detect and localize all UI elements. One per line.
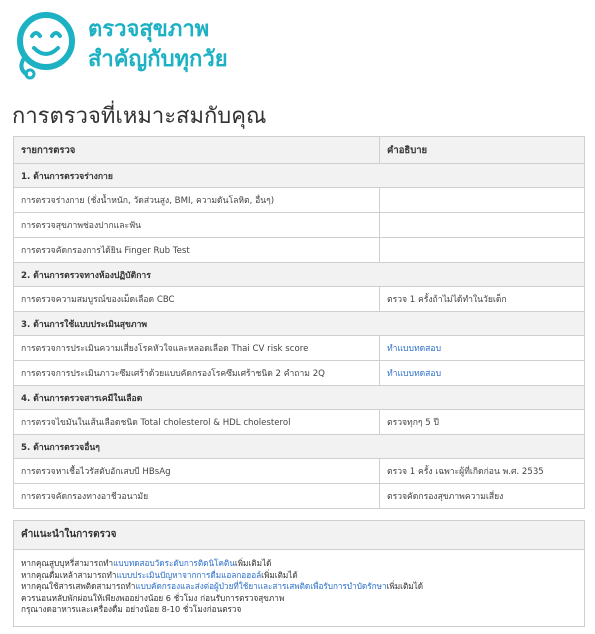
advice-line bbox=[21, 570, 577, 582]
advice-line bbox=[21, 604, 577, 616]
advice-text: ควรนอนหลับพักผ่อนให้เพียงพออย่างน้อย 6 ชั่วโมง ก่อนรับการตรวจสุขภาพ bbox=[21, 592, 285, 603]
exam-item: การตรวจคัดกรองการได้ยิน Finger Rub Test bbox=[14, 238, 380, 263]
advice-title: คำแนะนำในการตรวจ bbox=[14, 521, 584, 550]
advice-text-suffix: เพิ่มเติมได้ bbox=[234, 558, 272, 568]
exam-description: ตรวจคัดกรองสุขภาพความเสี่ยง bbox=[380, 484, 585, 509]
exam-description: ตรวจ 1 ครั้งถ้าไม่ได้ทำในวัยเด็ก bbox=[380, 287, 585, 312]
exam-item: การตรวจร่างกาย (ชั่งน้ำหนัก, วัดส่วนสูง, BMI, ความดันโลหิต, อื่นๆ) bbox=[14, 188, 380, 213]
section-title: 2. ด้านการตรวจทางห้องปฏิบัติการ bbox=[14, 263, 585, 287]
advice-text: หากคุณสูบบุหรี่สามารถทำ bbox=[21, 558, 114, 568]
section-title: 3. ด้านการใช้แบบประเมินสุขภาพ bbox=[14, 312, 585, 336]
advice-link[interactable]: แบบประเมินปัญหาจากการดื่มแอลกอฮอล์ bbox=[116, 569, 262, 580]
exam-description: ตรวจทุกๆ 5 ปี bbox=[380, 410, 585, 435]
section-title: 1. ด้านการตรวจร่างกาย bbox=[14, 164, 585, 188]
section-row bbox=[14, 435, 585, 459]
section-row bbox=[14, 386, 585, 410]
advice-line bbox=[21, 581, 577, 593]
table-row bbox=[14, 238, 585, 263]
exam-description bbox=[380, 361, 585, 386]
exam-item: การตรวจสุขภาพช่องปากและฟัน bbox=[14, 213, 380, 238]
table-row bbox=[14, 484, 585, 509]
exam-description bbox=[380, 213, 585, 238]
exam-item: การตรวจการประเมินภาวะซึมเศร้าด้วยแบบคัดกรองโรคซึมเศร้าชนิด 2 คำถาม 2Q bbox=[14, 361, 380, 386]
section-title: 5. ด้านการตรวจอื่นๆ bbox=[14, 435, 585, 459]
logo-line1: ตรวจสุขภาพ bbox=[88, 17, 210, 42]
exam-description bbox=[380, 188, 585, 213]
exam-table bbox=[13, 136, 585, 509]
logo-text bbox=[88, 15, 228, 75]
header-item: รายการตรวจ bbox=[14, 137, 380, 164]
advice-text-suffix: เพิ่มเติมได้ bbox=[386, 581, 424, 591]
exam-description bbox=[380, 238, 585, 263]
exam-description bbox=[380, 336, 585, 361]
advice-link[interactable]: แบบทดสอบวัดระดับการติดนิโคติน bbox=[113, 558, 235, 568]
table-row bbox=[14, 188, 585, 213]
table-row bbox=[14, 459, 585, 484]
table-row bbox=[14, 287, 585, 312]
table-row bbox=[14, 336, 585, 361]
smiley-stethoscope-icon bbox=[10, 10, 80, 80]
advice-link[interactable]: แบบคัดกรองและส่งต่อผู้ป่วยที่ใช้ยาและสารเสพติดเพื่อรับการบำบัดรักษา bbox=[135, 581, 387, 591]
section-row bbox=[14, 263, 585, 287]
advice-line bbox=[21, 593, 577, 605]
exam-item: การตรวจการประเมินความเสี่ยงโรคหัวใจและหลอดเลือด Thai CV risk score bbox=[14, 336, 380, 361]
section-row bbox=[14, 164, 585, 188]
take-test-link[interactable]: ทำแบบทดสอบ bbox=[387, 369, 442, 379]
take-test-link[interactable]: ทำแบบทดสอบ bbox=[387, 344, 442, 354]
advice-text-suffix: เพิ่มเติมได้ bbox=[261, 569, 298, 580]
exam-item: การตรวจคัดกรองทางอาชีวอนามัย bbox=[14, 484, 380, 509]
table-row bbox=[14, 410, 585, 435]
exam-item: การตรวจความสมบูรณ์ของเม็ดเลือด CBC bbox=[14, 287, 380, 312]
advice-line bbox=[21, 558, 577, 570]
advice-text: หากคุณใช้สารเสพติดสามารถทำ bbox=[21, 581, 136, 591]
table-header-row bbox=[14, 137, 585, 164]
advice-box bbox=[13, 520, 585, 627]
exam-table-body bbox=[14, 164, 585, 509]
table-row bbox=[14, 361, 585, 386]
advice-text: หากคุณดื่มเหล้าสามารถทำ bbox=[21, 569, 117, 580]
section-row bbox=[14, 312, 585, 336]
table-row bbox=[14, 213, 585, 238]
logo-line2: สำคัญกับทุกวัย bbox=[88, 47, 228, 72]
exam-item: การตรวจไขมันในเส้นเลือดชนิด Total cholesterol & HDL cholesterol bbox=[14, 410, 380, 435]
logo bbox=[10, 10, 228, 80]
section-title: 4. ด้านการตรวจสารเคมีในเลือด bbox=[14, 386, 585, 410]
header-description: คำอธิบาย bbox=[380, 137, 585, 164]
exam-item: การตรวจหาเชื้อไวรัสตับอักเสบบี HBsAg bbox=[14, 459, 380, 484]
advice-text: กรุณางดอาหารและเครื่องดื่ม อย่างน้อย 8-10 ชั่วโมงก่อนตรวจ bbox=[21, 604, 242, 614]
exam-description: ตรวจ 1 ครั้ง เฉพาะผู้ที่เกิดก่อน พ.ศ. 2535 bbox=[380, 459, 585, 484]
page-title: การตรวจที่เหมาะสมกับคุณ bbox=[12, 104, 267, 129]
advice-body bbox=[14, 550, 584, 626]
